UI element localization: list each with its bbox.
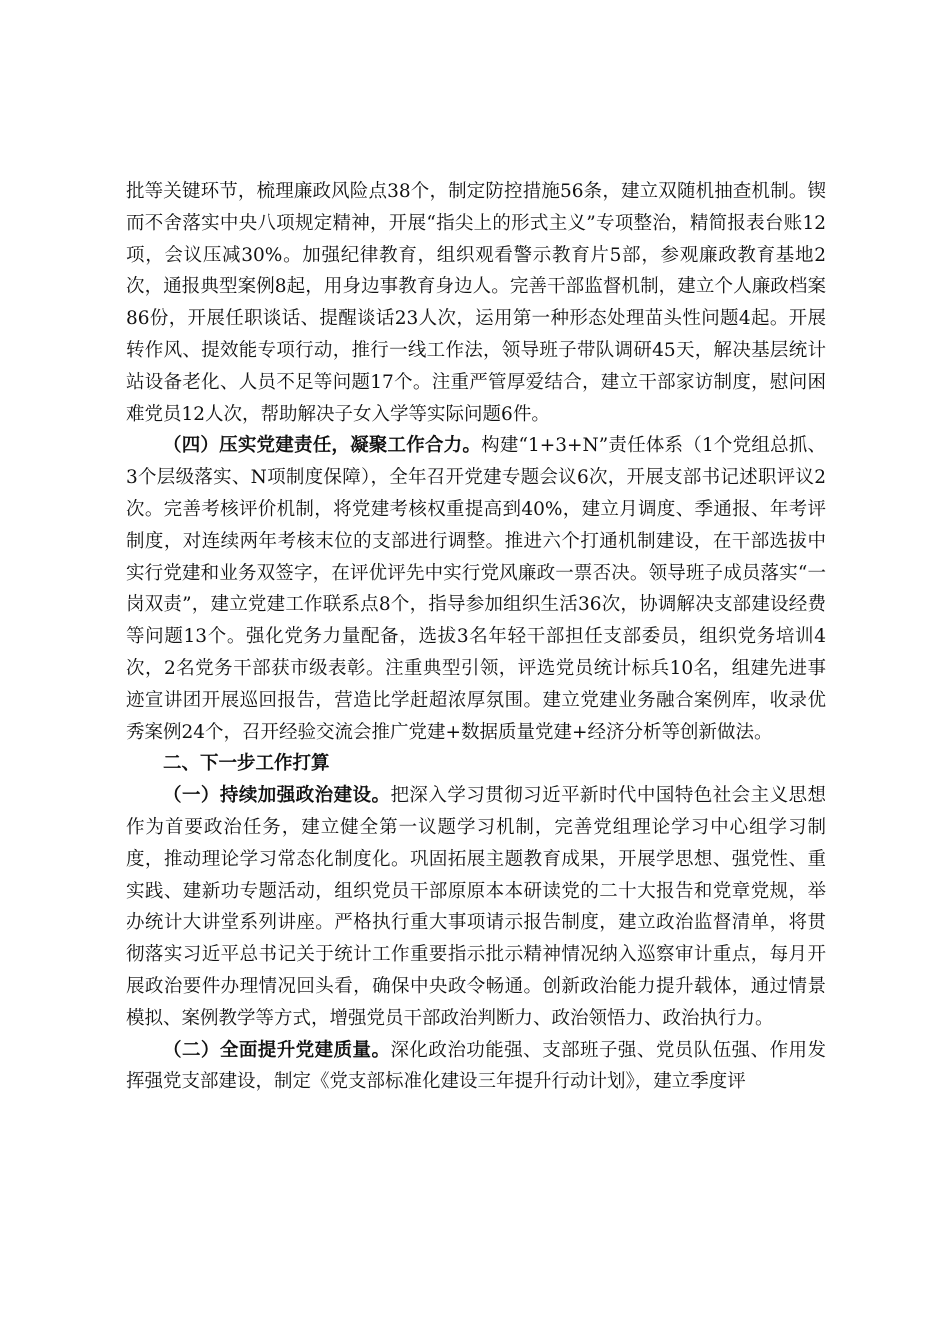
paragraph-lead: （四）压实党建责任，凝聚工作合力。 — [163, 435, 482, 457]
paragraph-text: 构建“1+3+N”责任体系（1个党组总抓、3个层级落实、N项制度保障），全年召开党建专题会议6次，开展支部书记述职评议2次。完善考核评价机制，将党建考核权重提高到40%，建立月调度、季通报、年考评制度，对连续两年考核末位的支部进行调整。推进六个打通机制建设，在干部选拔中实行党建和业务双签字，在评优评先中实行党风廉政一票否决。领导班子成员落实“一岗双责”，建立党建工作联系点8个，指导参加组织生活36次，协调解决支部建设经费等问题13个。强化党务力量配备，选拔3名年轻干部担任支部委员，组织党务培训4次，2名党务干部获市级表彰。注重典型引领，评选党员统计标兵10名，组建先进事迹宣讲团开展巡回报告，营造比学赶超浓厚氛围。建立党建业务融合案例库，收录优秀案例24个，召开经验交流会推广党建+数据质量党建+经济分析等创新做法。 — [126, 435, 826, 743]
paragraph-continuation — [126, 176, 826, 430]
paragraph-party-responsibility — [126, 430, 826, 748]
paragraph-lead: （二）全面提升党建质量。 — [163, 1039, 391, 1061]
paragraph-lead: （一）持续加强政治建设。 — [163, 785, 391, 807]
document-body — [126, 176, 826, 1098]
paragraph-text: 深化政治功能强、支部班子强、党员队伍强、作用发挥强党支部建设，制定《党支部标准化建设三年提升行动计划》，建立季度评 — [126, 1039, 826, 1093]
section-heading: 二、下一步工作打算 — [163, 753, 330, 775]
paragraph-party-quality — [126, 1035, 826, 1099]
paragraph-political-construction — [126, 780, 826, 1034]
paragraph-text: 把深入学习贯彻习近平新时代中国特色社会主义思想作为首要政治任务，建立健全第一议题学习机制，完善党组理论学习中心组学习制度，推动理论学习常态化制度化。巩固拓展主题教育成果，开展学思想、强党性、重实践、建新功专题活动，组织党员干部原原本本研读党的二十大报告和党章党规，举办统计大讲堂系列讲座。严格执行重大事项请示报告制度，建立政治监督清单，将贯彻落实习近平总书记关于统计工作重要指示批示精神情况纳入巡察审计重点，每月开展政治要件办理情况回头看，确保中央政令畅通。创新政治能力提升载体，通过情景模拟、案例教学等方式，增强党员干部政治判断力、政治领悟力、政治执行力。 — [126, 785, 826, 1029]
paragraph-text: 批等关键环节，梳理廉政风险点38个，制定防控措施56条，建立双随机抽查机制。锲而不舍落实中央八项规定精神，开展“指尖上的形式主义”专项整治，精简报表台账12项，会议压减30%。加强纪律教育，组织观看警示教育片5部，参观廉政教育基地2次，通报典型案例8起，用身边事教育身边人。完善干部监督机制，建立个人廉政档案86份，开展任职谈话、提醒谈话23人次，运用第一种形态处理苗头性问题4起。开展转作风、提效能专项行动，推行一线工作法，领导班子带队调研45天，解决基层统计站设备老化、人员不足等问题17个。注重严管厚爱结合，建立干部家访制度，慰问困难党员12人次，帮助解决子女入学等实际问题6件。 — [126, 181, 826, 425]
